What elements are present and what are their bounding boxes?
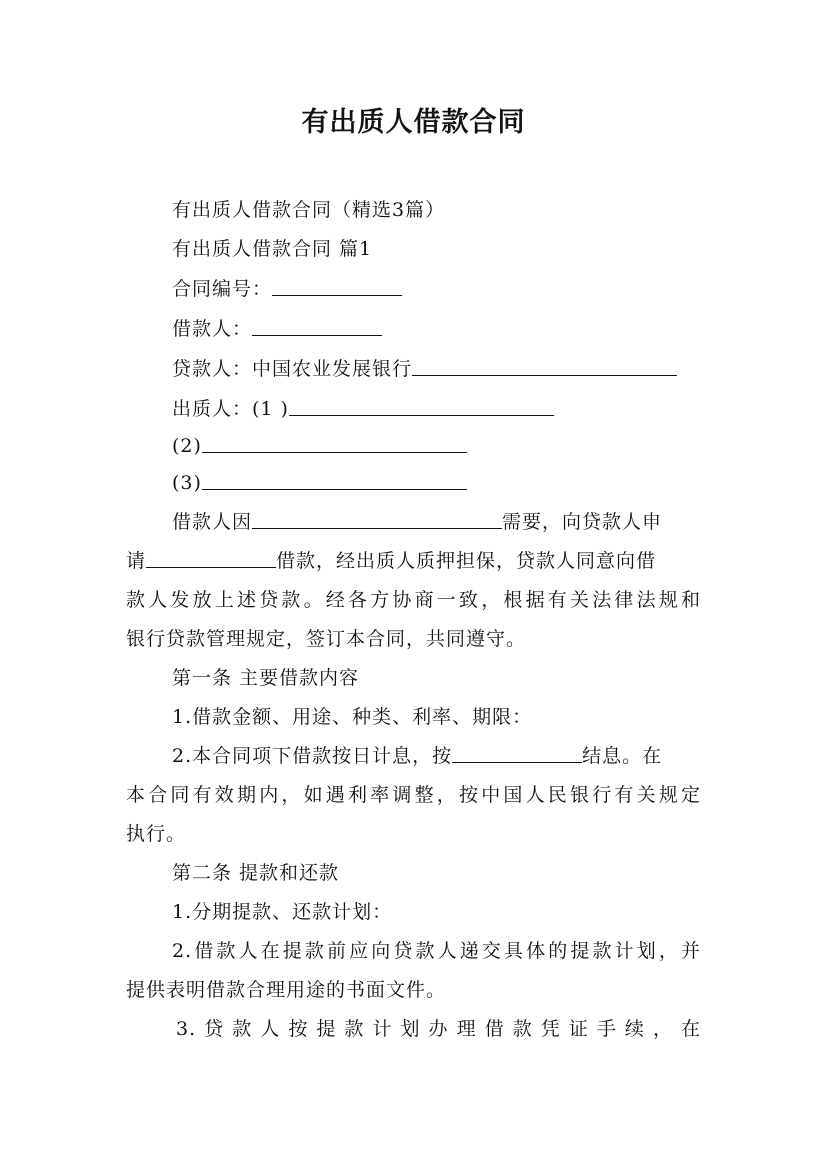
pledgor-2-blank[interactable]	[202, 429, 467, 453]
borrower-label: 借款人：	[172, 318, 253, 340]
borrower-blank[interactable]	[252, 312, 382, 336]
para1-text-a: 借款人因	[172, 511, 253, 533]
lender-blank[interactable]	[412, 352, 677, 376]
article-2-item-2-line-2: 提供表明借款合理用途的书面文件。	[126, 979, 447, 1001]
pledgor-line-1	[172, 390, 747, 428]
subtitle-list: 有出质人借款合同（精选3篇）	[172, 199, 446, 221]
paragraph-1-line-2	[126, 542, 701, 580]
paragraph-1-line-4: 银行贷款管理规定，签订本合同，共同遵守。	[126, 628, 527, 650]
article-2-item-2-line-1: 2.借款人在提款前应向贷款人递交具体的提款计划，并	[172, 940, 701, 962]
loan-amount-blank[interactable]	[146, 544, 276, 568]
interest-settlement-blank[interactable]	[452, 739, 582, 763]
pledgor-2-label: (2)	[172, 435, 202, 457]
borrower-line	[172, 310, 747, 348]
article-2-item-1: 1.分期提款、还款计划：	[172, 901, 393, 923]
article-1-item-1: 1.借款金额、用途、种类、利率、期限：	[172, 706, 533, 728]
contract-number-label: 合同编号：	[172, 278, 273, 300]
document-title: 有出质人借款合同	[301, 107, 526, 138]
article-2-item-3-line-1: 3.贷款人按提款计划办理借款凭证手续，在	[176, 1018, 701, 1040]
article-1-item-2-line-1	[172, 737, 702, 775]
pledgor-3-label: (3)	[172, 472, 202, 494]
article1-item2-text-b: 结息。在	[582, 745, 663, 767]
purpose-blank[interactable]	[252, 505, 502, 529]
paragraph-1-line-1	[172, 503, 702, 541]
para1-text-d: 借款，经出质人质押担保，贷款人同意向借	[276, 550, 657, 572]
pledgor-line-2	[172, 427, 747, 465]
pledgor-line-3	[172, 464, 747, 502]
pledgor-1-blank[interactable]	[289, 392, 554, 416]
contract-number-line	[172, 270, 747, 308]
article-2-heading: 第二条 提款和还款	[172, 862, 340, 884]
article-1-item-2-line-2: 本合同有效期内，如遇利率调整，按中国人民银行有关规定	[126, 784, 701, 806]
pledgor-3-blank[interactable]	[202, 466, 467, 490]
contract-number-blank[interactable]	[272, 272, 402, 296]
para1-text-c: 请	[126, 550, 147, 572]
subtitle-part: 有出质人借款合同 篇1	[172, 238, 373, 260]
lender-label: 贷款人：中国农业发展银行	[172, 358, 413, 380]
article1-item2-text-a: 2.本合同项下借款按日计息，按	[172, 745, 453, 767]
lender-line	[172, 350, 747, 388]
article-1-item-2-line-3: 执行。	[126, 823, 187, 845]
paragraph-1-line-3: 款人发放上述贷款。经各方协商一致，根据有关法律法规和	[126, 589, 701, 611]
article-1-heading: 第一条 主要借款内容	[172, 667, 360, 689]
pledgor-label: 出质人：(1 )	[172, 398, 289, 420]
para1-text-b: 需要，向贷款人申	[502, 511, 663, 533]
